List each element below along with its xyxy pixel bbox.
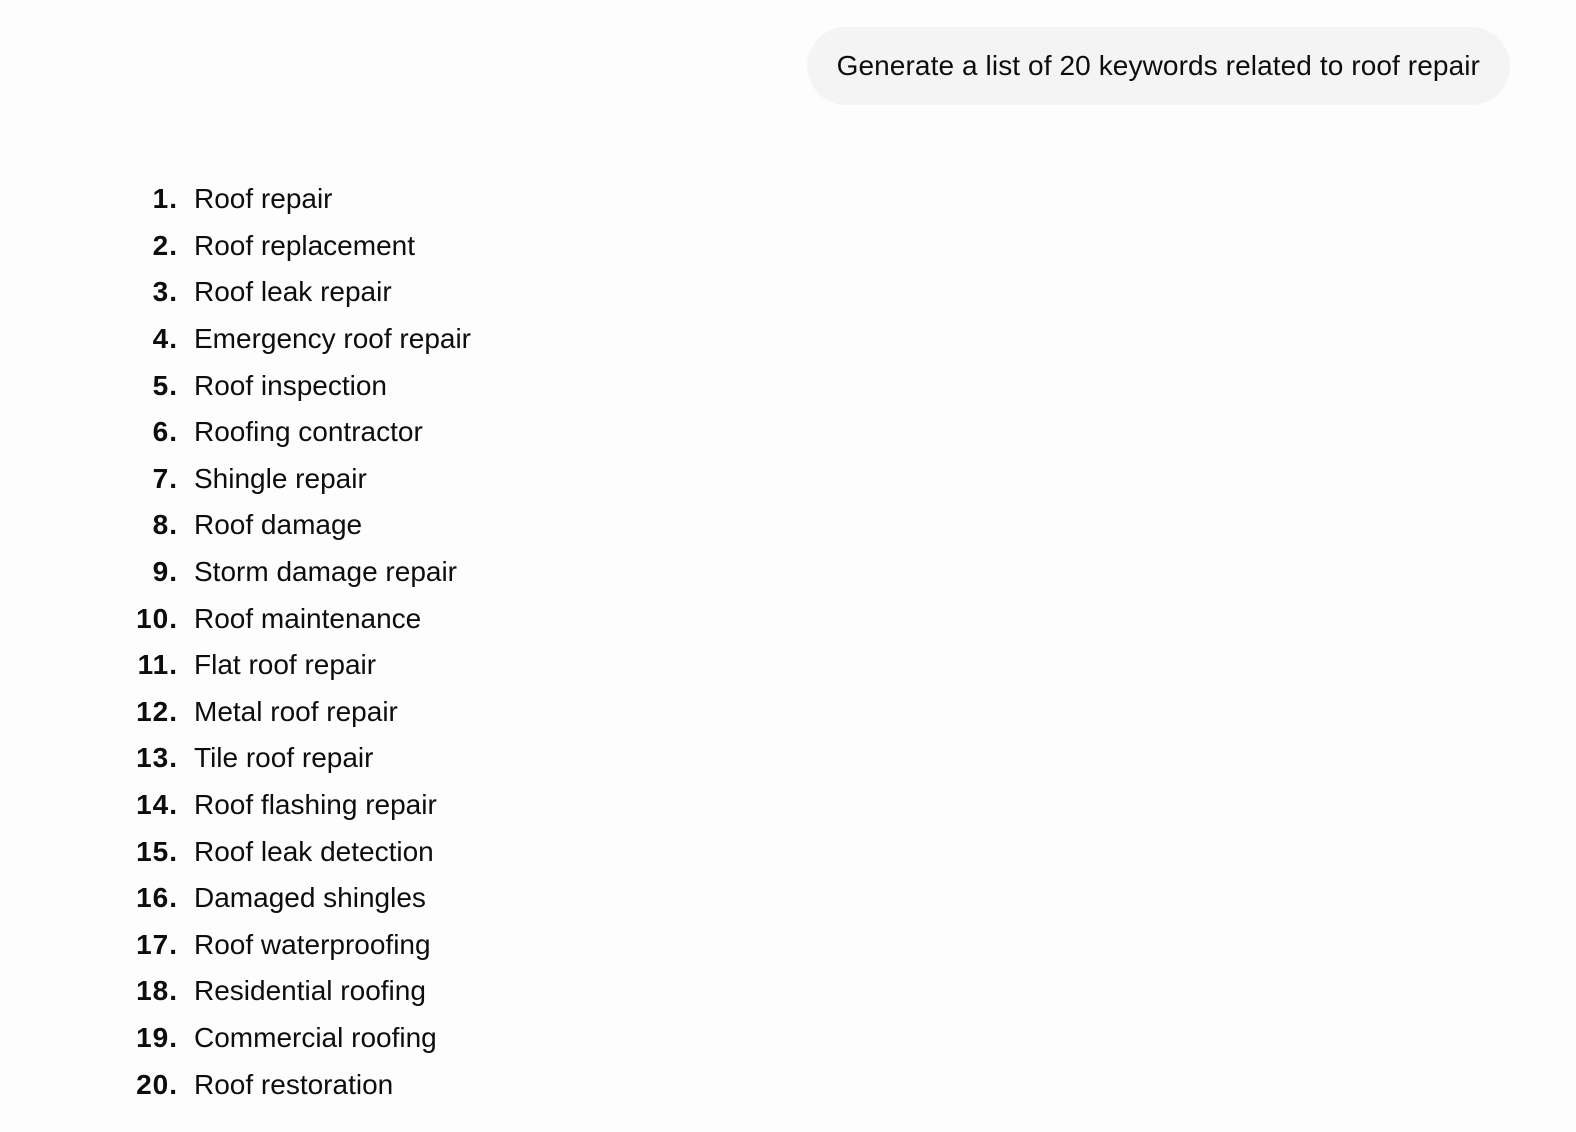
list-item <box>128 828 471 875</box>
list-item-number: 16. <box>136 882 178 914</box>
list-item <box>128 362 471 409</box>
list-item <box>128 782 471 829</box>
list-item <box>128 176 471 223</box>
list-item <box>128 409 471 456</box>
list-item-text: Residential roofing <box>194 975 426 1007</box>
list-item <box>128 875 471 922</box>
list-item-number: 19. <box>136 1021 178 1053</box>
list-item-number: 1. <box>152 183 178 215</box>
list-item-text: Roof leak detection <box>194 835 434 867</box>
list-item-number: 4. <box>152 323 178 355</box>
list-item-number: 8. <box>152 509 178 541</box>
list-item-text: Damaged shingles <box>194 882 426 914</box>
list-item <box>128 502 471 549</box>
list-item-number: 11. <box>137 649 178 681</box>
list-item-number: 14. <box>136 789 178 821</box>
user-message-row <box>807 27 1510 105</box>
list-item-number: 12. <box>136 695 178 727</box>
list-item <box>128 316 471 363</box>
list-item-number: 5. <box>152 369 178 401</box>
list-item-number: 17. <box>136 928 178 960</box>
list-item-text: Storm damage repair <box>194 556 458 588</box>
list-item <box>128 642 471 689</box>
list-item-text: Shingle repair <box>194 462 367 494</box>
list-item-number: 20. <box>136 1068 178 1100</box>
list-item <box>128 595 471 642</box>
list-item-number: 13. <box>136 742 178 774</box>
list-item <box>128 549 471 596</box>
list-item-text: Roof leak repair <box>194 276 392 308</box>
list-item <box>128 968 471 1015</box>
list-item-number: 15. <box>136 835 178 867</box>
list-item-text: Roofing contractor <box>194 416 423 448</box>
list-item-text: Emergency roof repair <box>194 323 472 355</box>
list-item-text: Commercial roofing <box>194 1021 437 1053</box>
list-item-text: Roof inspection <box>194 369 388 401</box>
list-item-text: Roof waterproofing <box>194 928 431 960</box>
list-item <box>128 689 471 736</box>
list-item-number: 7. <box>152 462 178 494</box>
list-item-number: 6. <box>152 416 178 448</box>
list-item <box>128 735 471 782</box>
list-item-number: 9. <box>152 556 178 588</box>
list-item <box>128 1061 471 1108</box>
list-item-text: Metal roof repair <box>194 695 398 727</box>
list-item-text: Roof flashing repair <box>194 789 437 821</box>
list-item-text: Roof replacement <box>194 229 416 261</box>
list-item-number: 3. <box>152 276 178 308</box>
list-item-text: Roof repair <box>194 183 333 215</box>
list-item-text: Flat roof repair <box>194 649 377 681</box>
list-item-number: 18. <box>136 975 178 1007</box>
list-item <box>128 922 471 969</box>
user-message-bubble[interactable]: Generate a list of 20 keywords related to roof repair <box>807 27 1510 105</box>
list-item-text: Roof damage <box>194 509 363 541</box>
list-item-text: Roof maintenance <box>194 602 422 634</box>
list-item-number: 10. <box>136 602 178 634</box>
list-item-number: 2. <box>152 229 178 261</box>
list-item <box>128 269 471 316</box>
assistant-message <box>128 176 471 1108</box>
list-item <box>128 223 471 270</box>
list-item-text: Tile roof repair <box>194 742 374 774</box>
list-item <box>128 456 471 503</box>
list-item-text: Roof restoration <box>194 1068 394 1100</box>
list-item <box>128 1015 471 1062</box>
keyword-list <box>128 176 471 1108</box>
